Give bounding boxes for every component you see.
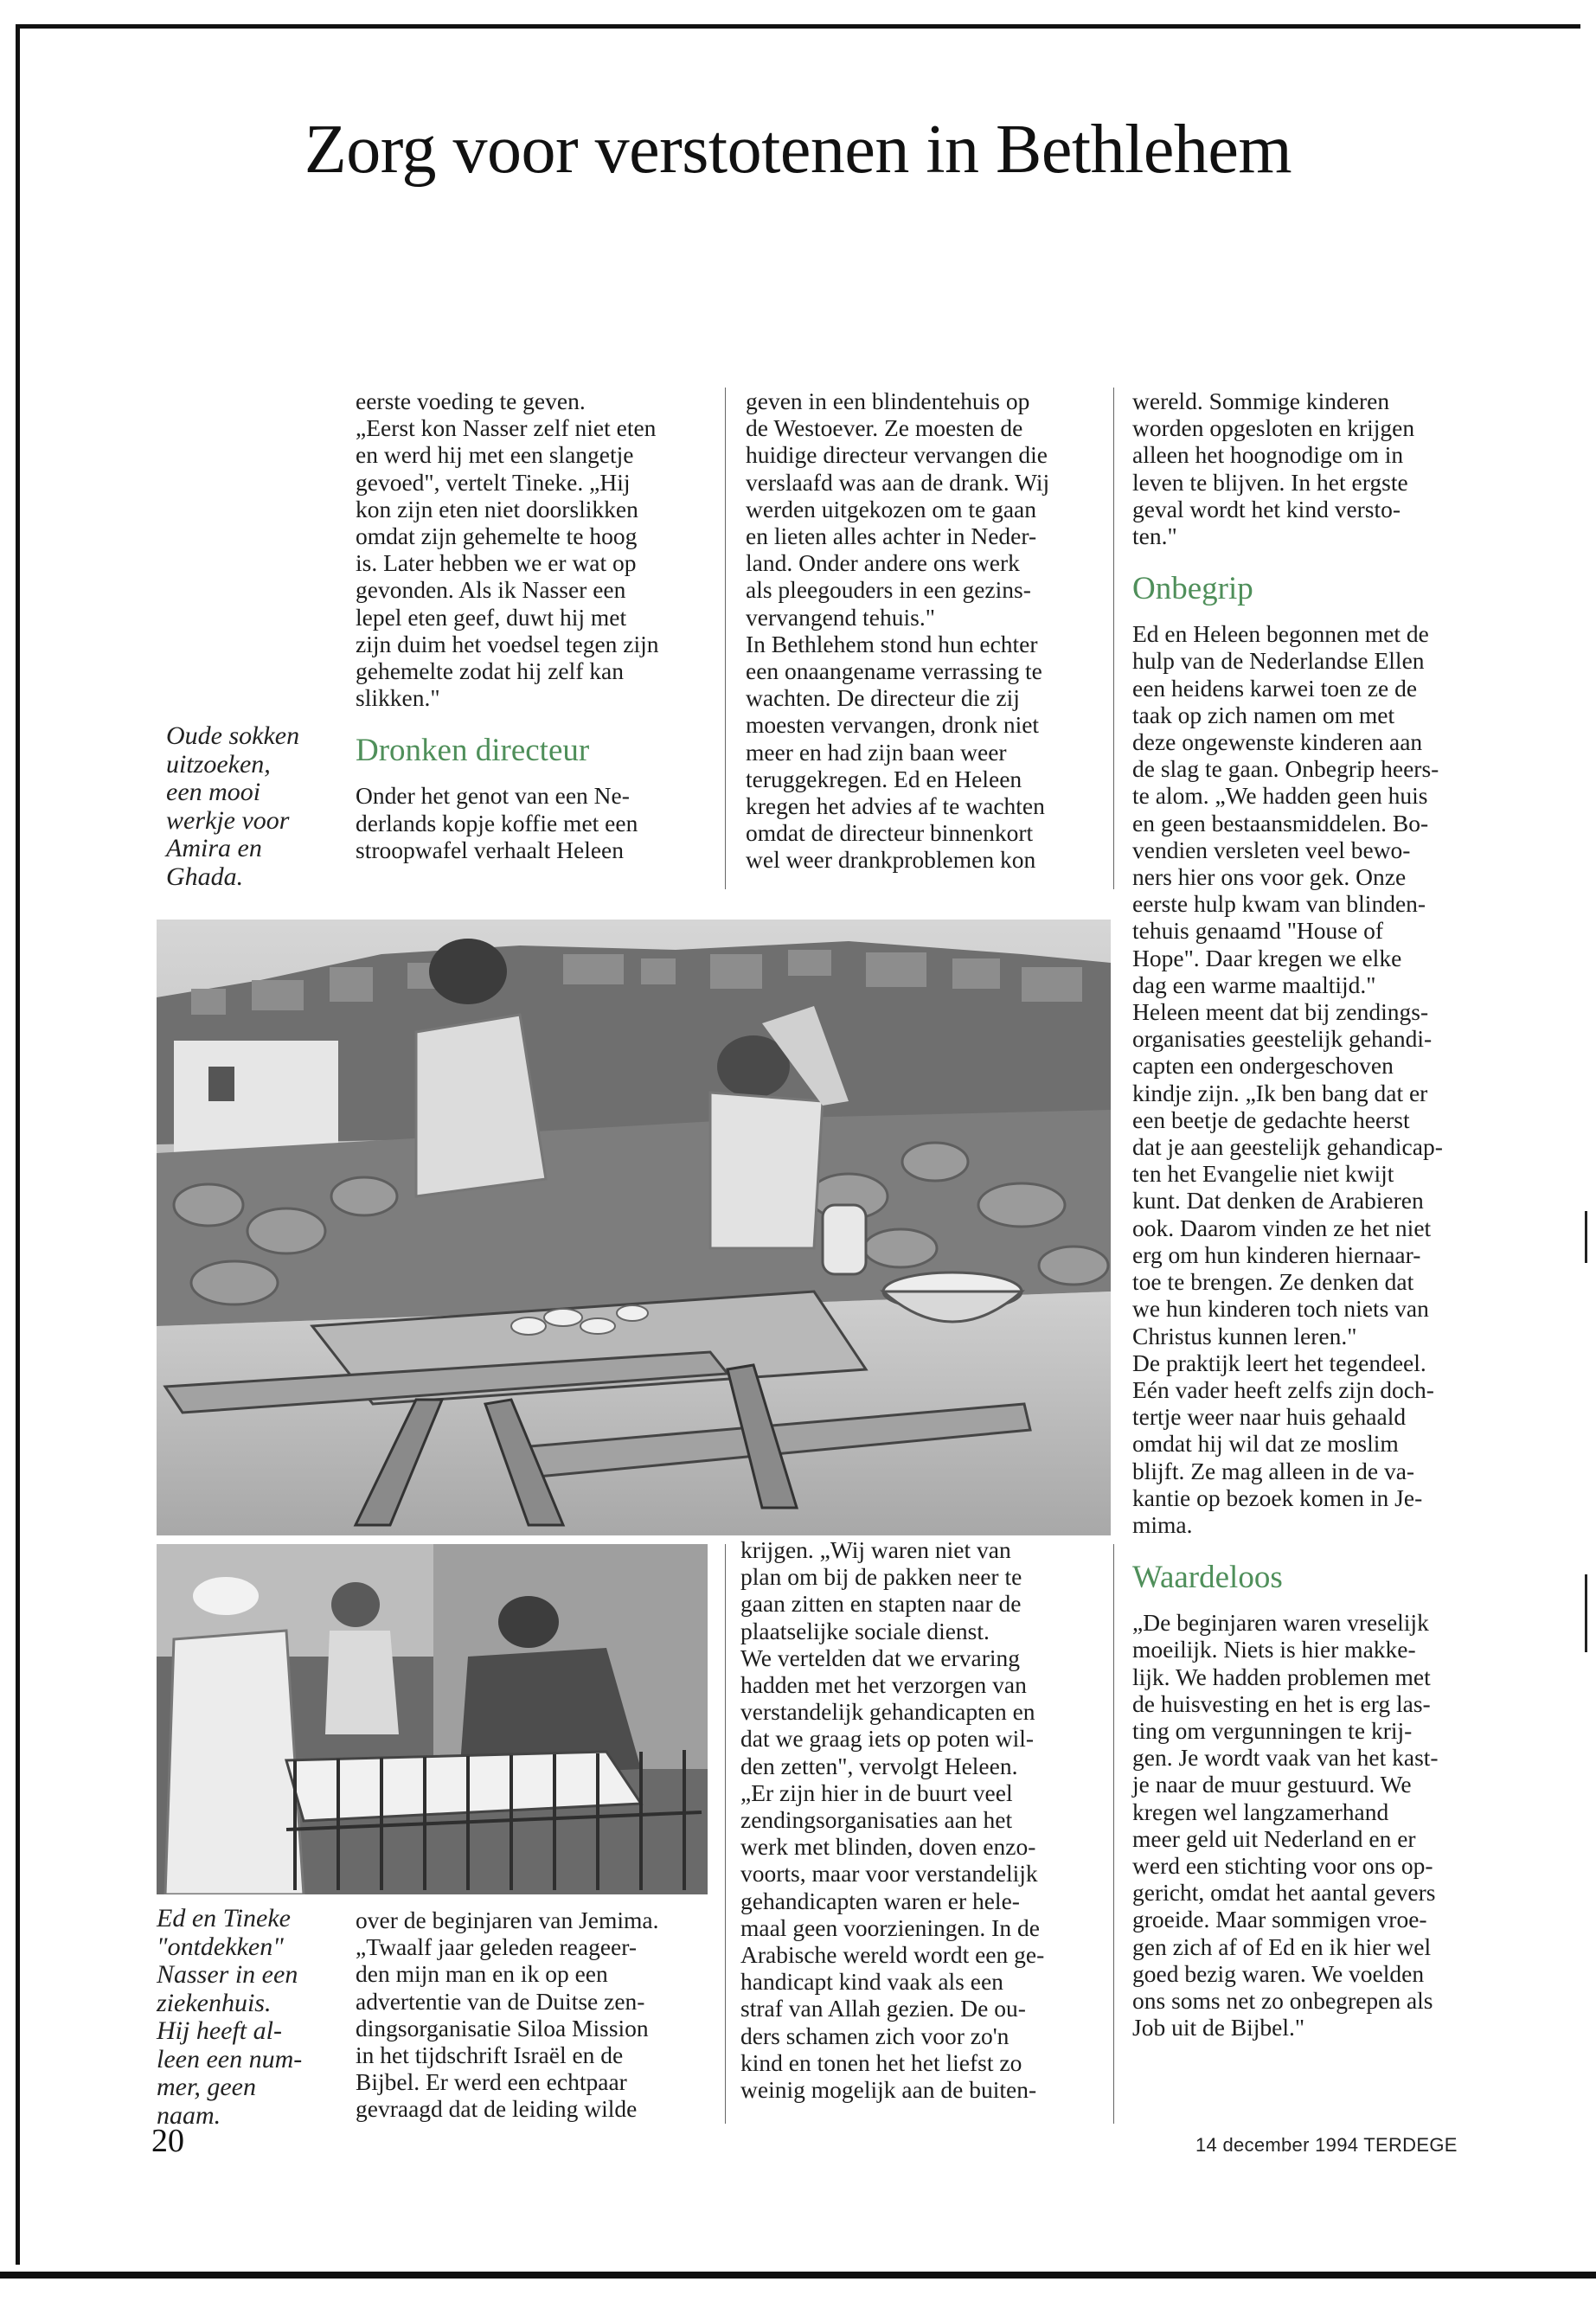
scan-edge-mark — [1585, 1574, 1587, 1652]
photo-caption-1: Oude sokken uitzoeken, een mooi werkje voor Amira en Ghada. — [166, 721, 300, 891]
column-lower-middle — [740, 1536, 1104, 2103]
hospital-photo-illustration — [157, 1544, 708, 1894]
paragraph: geven in een blindentehuis op de Westoever. Ze moesten de huidige directeur vervangen die verslaafd was aan de drank. Wij werden uitgekozen om te gaan en lieten alles achter in Neder- land. Onder andere ons werk als pleegouders in een gezins- vervangend tehuis." In Bethlehem stond hun echter een onaangename verrassing te wachten. De directeur die zij moesten vervangen, dronk niet meer en had zijn baan weer teruggekregen. Ed en Heleen kregen het advies af te wachten omdat de directeur binnenkort wel weer drankproblemen kon — [746, 388, 1050, 874]
column-top-left — [356, 388, 702, 863]
section-heading: Onbegrip — [1132, 571, 1253, 607]
column-divider — [725, 388, 726, 889]
column-top-middle — [746, 388, 1109, 874]
terrace-photo — [157, 920, 1111, 1535]
bottom-border — [0, 2272, 1596, 2279]
section-heading: Dronken directeur — [356, 733, 590, 769]
column-divider — [1113, 1544, 1114, 2124]
paragraph: „De beginjaren waren vreselijk moeilijk. Niets is hier makke- lijk. We hadden problemen met de huisvesting en het is erg las- ting om vergunningen te krij- gen. Je wordt vaak van het kast- je naar de muur gestuurd. We kregen wel langzamerhand meer geld uit Nederland en er werd een stichting voor ons op- gericht, omdat het aantal gevers groeide. Maar sommigen vroe- gen zich af of Ed en ik hier wel goed bezig waren. We voelden ons soms net zo onbegrepen als Job uit de Bijbel." — [1132, 1609, 1439, 2041]
paragraph: wereld. Sommige kinderen worden opgesloten en krijgen alleen het hoognodige om in leven te blijven. In het ergste geval wordt het kind versto- ten." — [1132, 388, 1415, 550]
left-border — [16, 24, 20, 2265]
scan-edge-mark — [1585, 1211, 1587, 1263]
paragraph: Ed en Heleen begonnen met de hulp van de Nederlandse Ellen een heidens karwei toen ze de taak op zich namen om met deze ongewenste kinderen aan de slag te gaan. Onbegrip heers- te alom. „We hadden geen huis en geen bestaansmiddelen. Bo- vendien versleten veel bewo- ners hier ons voor gek. Onze eerste hulp kwam van blinden- tehuis genaamd "House of Hope". Daar kregen we elke dag een warme maaltijd." Heleen meent dat bij zendings- organisaties geestelijk gehandi- capten een ondergeschoven kindje zijn. „Ik ben bang dat er een beetje de gedachte heerst dat je aan geestelijk gehandicap- ten het Evangelie niet kwijt kunt. Dat denken de Arabieren ook. Daarom vinden ze het niet erg om hun kinderen hiernaar- toe te brengen. Ze denken dat we hun kinderen toch niets van Christus kunnen leren." De praktijk leert het tegendeel. Eén vader heeft zelfs zijn doch- tertje weer naar huis gehaald omdat hij wil dat ze moslim blijft. Ze mag alleen in de va- kantie op bezoek komen in Je- mima. — [1132, 620, 1443, 1538]
paragraph: eerste voeding te geven. „Eerst kon Nasser zelf niet eten en werd hij met een slangetje gevoed", vertelt Tineke. „Hij kon zijn eten niet doorslikken omdat zijn gehemelte te hoog is. Later hebben we er wat op gevonden. Als ik Nasser een lepel eten geef, duwt hij met zijn duim het voedsel tegen zijn gehemelte zodat hij zelf kan slikken." — [356, 388, 659, 712]
column-divider — [1113, 388, 1114, 889]
column-divider — [725, 1544, 726, 2124]
paragraph: Onder het genot van een Ne- derlands kopje koffie met een stroopwafel verhaalt Heleen — [356, 782, 638, 863]
section-heading: Waardeloos — [1132, 1560, 1283, 1596]
footer-date-publication: 14 december 1994 TERDEGE — [1195, 2134, 1458, 2156]
terrace-photo-illustration — [157, 920, 1111, 1535]
paragraph: over de beginjaren van Jemima. „Twaalf jaar geleden reageer- den mijn man en ik op een advertentie van de Duitse zen- dingsorganisatie Siloa Mission in het tijdschrift Israël en de Bijbel. Er werd een echtpaar gevraagd dat de leiding wilde — [356, 1907, 659, 2123]
column-bottom-left — [356, 1907, 702, 2123]
article-title: Zorg voor verstotenen in Bethlehem — [304, 112, 1292, 188]
paragraph: krijgen. „Wij waren niet van plan om bij de pakken neer te gaan zitten en stapten naar de plaatselijke sociale dienst. We vertelden dat we ervaring hadden met het verzorgen van verstandelijk gehandicapten en dat we graag iets op poten wil- den zetten", vervolgt Heleen. „Er zijn hier in de buurt veel zendingsorganisaties aan het werk met blinden, doven enzo- voorts, maar voor verstandelijk gehandicapten waren er hele- maal geen voorzieningen. In de Arabische wereld wordt een ge- handicapt kind vaak als een straf van Allah gezien. De ou- ders schamen zich voor zo'n kind en tonen het het liefst zo weinig mogelijk aan de buiten- — [740, 1536, 1045, 2104]
column-right — [1132, 388, 1504, 2041]
page-number: 20 — [151, 2123, 184, 2159]
hospital-photo — [157, 1544, 708, 1894]
photo-caption-2: Ed en Tineke "ontdekken" Nasser in een ziekenhuis. Hij heeft al- leen een num- mer, geen naam. — [157, 1904, 303, 2130]
top-border — [16, 24, 1580, 29]
